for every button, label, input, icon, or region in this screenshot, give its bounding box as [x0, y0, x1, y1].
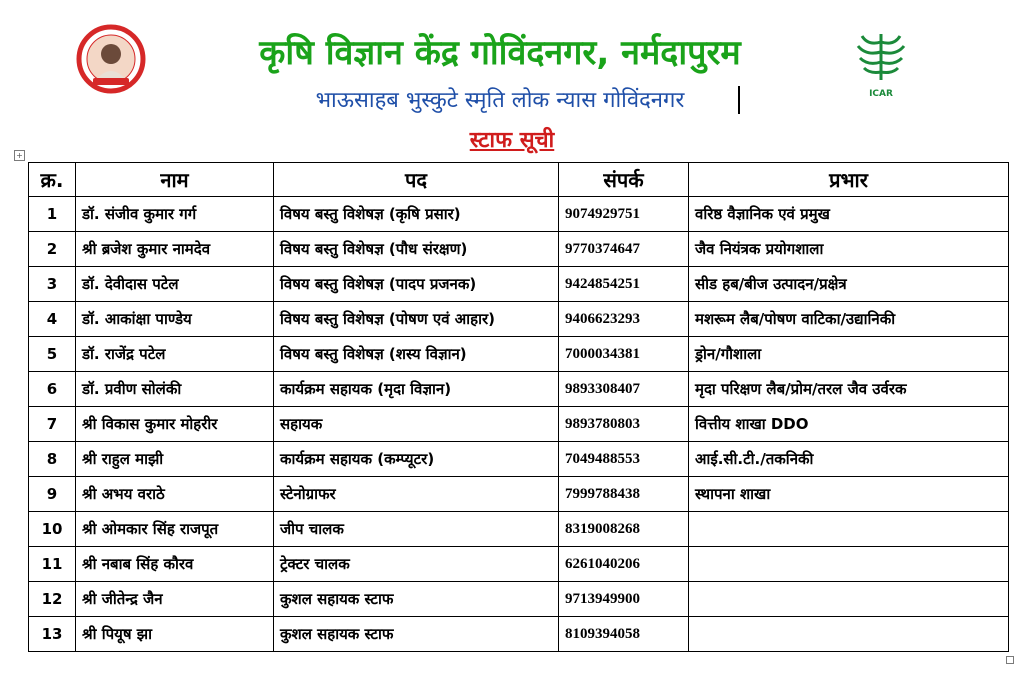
table-move-handle[interactable]: +: [14, 150, 25, 161]
serial-cell: 7: [29, 407, 76, 442]
name-cell: श्री ओमकार सिंह राजपूत: [76, 512, 274, 547]
name-cell: डॉ. आकांक्षा पाण्डेय: [76, 302, 274, 337]
table-row: [29, 547, 1009, 582]
post-cell: ट्रेक्टर चालक: [274, 547, 559, 582]
page-title: कृषि विज्ञान केंद्र गोविंदनगर, नर्मदापुरम: [259, 33, 741, 73]
phone-cell: 9770374647: [559, 232, 689, 267]
phone-cell: 8319008268: [559, 512, 689, 547]
phone-cell: 9713949900: [559, 582, 689, 617]
phone-cell: 7000034381: [559, 337, 689, 372]
phone-cell: 9074929751: [559, 197, 689, 232]
table-row: [29, 337, 1009, 372]
table-row: [29, 267, 1009, 302]
post-cell: विषय बस्तु विशेषज्ञ (पौध संरक्षण): [274, 232, 559, 267]
name-cell: श्री अभय वराठे: [76, 477, 274, 512]
table-row: [29, 232, 1009, 267]
svg-text:ICAR: ICAR: [869, 89, 893, 99]
name-cell: श्री ब्रजेश कुमार नामदेव: [76, 232, 274, 267]
serial-cell: 10: [29, 512, 76, 547]
phone-cell: 9406623293: [559, 302, 689, 337]
charge-cell: स्थापना शाखा: [689, 477, 1009, 512]
table-row: [29, 617, 1009, 652]
document-header: [0, 0, 1024, 160]
icar-logo: [846, 24, 916, 104]
staff-list-title: स्टाफ सूची: [469, 128, 555, 153]
post-cell: कुशल सहायक स्टाफ: [274, 617, 559, 652]
charge-cell: जैव नियंत्रक प्रयोगशाला: [689, 232, 1009, 267]
header-name: नाम: [76, 163, 274, 197]
name-cell: डॉ. संजीव कुमार गर्ग: [76, 197, 274, 232]
table-row: [29, 582, 1009, 617]
serial-cell: 9: [29, 477, 76, 512]
table-row: [29, 477, 1009, 512]
table-row: [29, 302, 1009, 337]
charge-cell: [689, 582, 1009, 617]
phone-cell: 9893308407: [559, 372, 689, 407]
post-cell: विषय बस्तु विशेषज्ञ (पादप प्रजनक): [274, 267, 559, 302]
name-cell: श्री राहुल माझी: [76, 442, 274, 477]
post-cell: कार्यक्रम सहायक (कम्प्यूटर): [274, 442, 559, 477]
text-cursor: [738, 86, 740, 114]
charge-cell: आई.सी.टी./तकनिकी: [689, 442, 1009, 477]
charge-cell: [689, 617, 1009, 652]
serial-cell: 11: [29, 547, 76, 582]
charge-cell: वित्तीय शाखा DDO: [689, 407, 1009, 442]
staff-table: [28, 162, 1009, 652]
serial-cell: 5: [29, 337, 76, 372]
post-cell: सहायक: [274, 407, 559, 442]
table-row: [29, 442, 1009, 477]
table-row: [29, 197, 1009, 232]
table-row: [29, 372, 1009, 407]
page-subtitle: भाऊसाहब भुस्कुटे स्मृति लोक न्यास गोविंदनगर: [315, 88, 685, 113]
table-body: [29, 197, 1009, 652]
charge-cell: वरिष्ठ वैज्ञानिक एवं प्रमुख: [689, 197, 1009, 232]
table-resize-handle[interactable]: [1006, 656, 1014, 664]
charge-cell: मृदा परिक्षण लैब/प्रोम/तरल जैव उर्वरक: [689, 372, 1009, 407]
header-serial: क्र.: [29, 163, 76, 197]
charge-cell: [689, 547, 1009, 582]
header-charge: प्रभार: [689, 163, 1009, 197]
post-cell: विषय बस्तु विशेषज्ञ (कृषि प्रसार): [274, 197, 559, 232]
table-row: [29, 512, 1009, 547]
post-cell: विषय बस्तु विशेषज्ञ (शस्य विज्ञान): [274, 337, 559, 372]
serial-cell: 12: [29, 582, 76, 617]
serial-cell: 13: [29, 617, 76, 652]
name-cell: श्री जीतेन्द्र जैन: [76, 582, 274, 617]
charge-cell: ड्रोन/गौशाला: [689, 337, 1009, 372]
post-cell: कुशल सहायक स्टाफ: [274, 582, 559, 617]
serial-cell: 8: [29, 442, 76, 477]
post-cell: विषय बस्तु विशेषज्ञ (पोषण एवं आहार): [274, 302, 559, 337]
header-contact: संपर्क: [559, 163, 689, 197]
serial-cell: 3: [29, 267, 76, 302]
name-cell: श्री नबाब सिंह कौरव: [76, 547, 274, 582]
charge-cell: सीड हब/बीज उत्पादन/प्रक्षेत्र: [689, 267, 1009, 302]
charge-cell: मशरूम लैब/पोषण वाटिका/उद्यानिकी: [689, 302, 1009, 337]
serial-cell: 4: [29, 302, 76, 337]
table-header-row: [29, 163, 1009, 197]
phone-cell: 9893780803: [559, 407, 689, 442]
phone-cell: 6261040206: [559, 547, 689, 582]
name-cell: श्री पियूष झा: [76, 617, 274, 652]
post-cell: जीप चालक: [274, 512, 559, 547]
phone-cell: 7999788438: [559, 477, 689, 512]
phone-cell: 9424854251: [559, 267, 689, 302]
post-cell: स्टेनोग्राफर: [274, 477, 559, 512]
serial-cell: 2: [29, 232, 76, 267]
kvk-emblem-logo: [76, 24, 146, 94]
serial-cell: 1: [29, 197, 76, 232]
serial-cell: 6: [29, 372, 76, 407]
name-cell: डॉ. देवीदास पटेल: [76, 267, 274, 302]
header-post: पद: [274, 163, 559, 197]
phone-cell: 7049488553: [559, 442, 689, 477]
name-cell: डॉ. राजेंद्र पटेल: [76, 337, 274, 372]
table-row: [29, 407, 1009, 442]
name-cell: डॉ. प्रवीण सोलंकी: [76, 372, 274, 407]
charge-cell: [689, 512, 1009, 547]
post-cell: कार्यक्रम सहायक (मृदा विज्ञान): [274, 372, 559, 407]
name-cell: श्री विकास कुमार मोहरीर: [76, 407, 274, 442]
phone-cell: 8109394058: [559, 617, 689, 652]
